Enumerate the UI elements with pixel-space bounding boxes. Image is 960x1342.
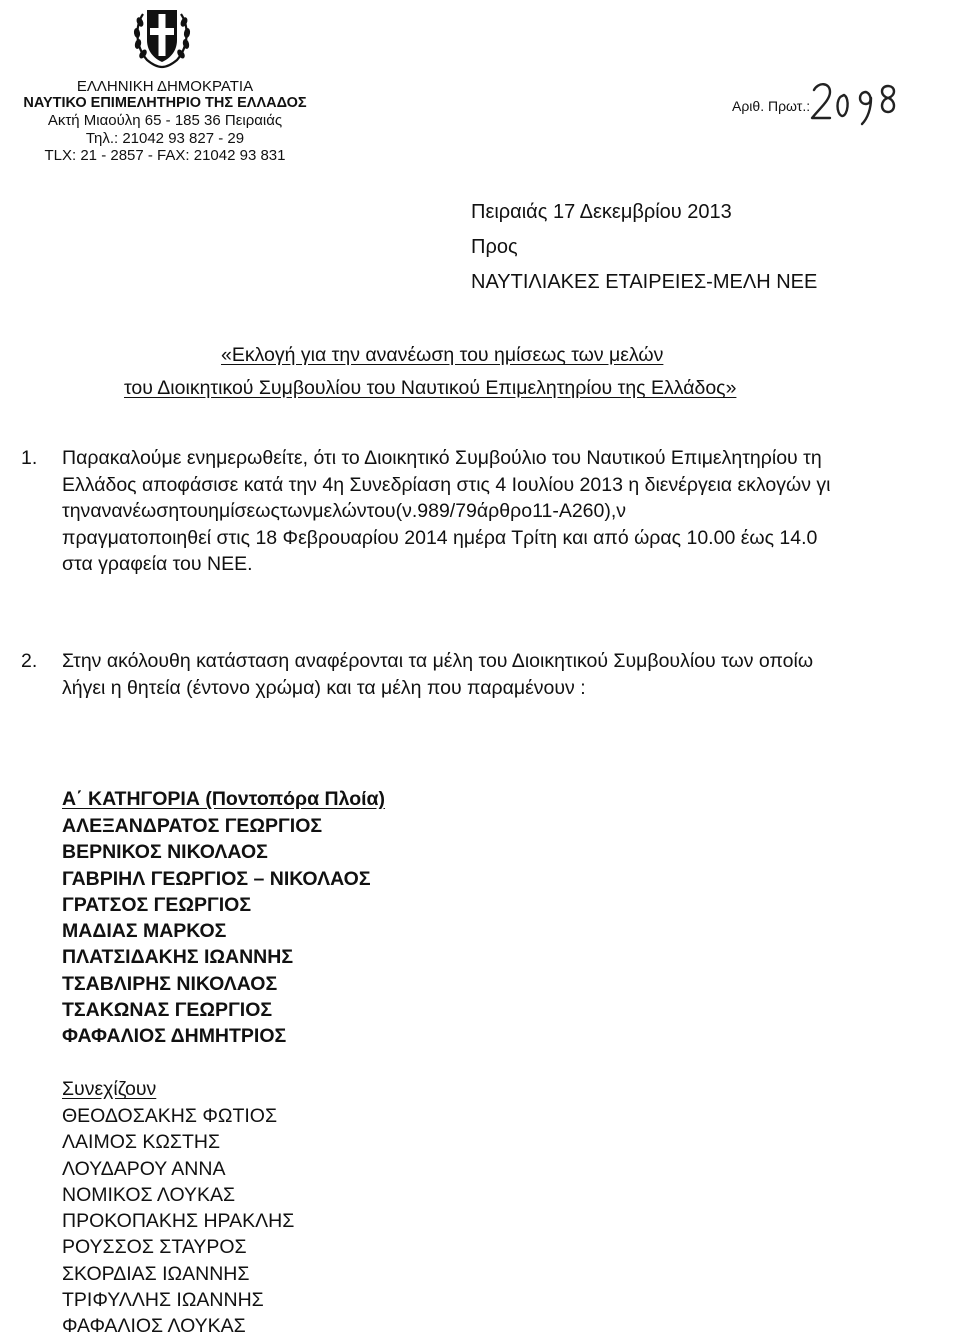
paragraph-1-line-3-word: ανανέωση [90,500,180,522]
protocol-label: Αριθ. Πρωτ.: [732,98,811,114]
paragraph-1-line-4: πραγματοποιηθεί στις 18 Φεβρουαρίου 2014 ημέρα Τρίτη και από ώρας 10.00 έως 14.0 [62,526,818,549]
expiring-member-name: ΤΣΑΚΩΝΑΣ ΓΕΩΡΓΙΟΣ [62,999,273,1022]
header-phone: Τηλ.: 21042 93 827 - 29 [85,130,245,147]
continuing-member-name: ΡΟΥΣΣΟΣ ΣΤΑΥΡΟΣ [62,1236,247,1259]
expiring-member-name: ΓΑΒΡΙΗΛ ΓΕΩΡΓΙΟΣ – ΝΙΚΟΛΑΟΣ [62,867,371,890]
paragraph-2-line-1: Στην ακόλουθη κατάσταση αναφέρονται τα μέλη του Διοικητικού Συμβουλίου των οποίω [62,650,814,672]
paragraph-1-line-3-word: Α260), [558,500,617,522]
paragraph-2-line-2: λήγει η θητεία (έντονο χρώμα) και τα μέλη που παραμένουν : [62,676,586,699]
paragraph-1-line-3 [62,498,954,525]
expiring-member-name: ΑΛΕΞΑΝΔΡΑΤΟΣ ΓΕΩΡΓΙΟΣ [62,815,323,837]
continuing-members-list [62,1103,294,1340]
paragraph-1-line-3-word: ν [616,500,627,522]
continuing-member-name: ΛΑΙΜΟΣ ΚΩΣΤΗΣ [62,1131,221,1154]
subject-line-2: του Διοικητικού Συμβουλίου του Ναυτικού Επιμελητηρίου της Ελλάδος» [124,377,737,399]
header-organization: ΝΑΥΤΙΚΟ ΕΠΙΜΕΛΗΤΗΡΙΟ ΤΗΣ ΕΛΛΑΔΟΣ [23,95,307,111]
continuing-member-name: ΝΟΜΙΚΟΣ ΛΟΥΚΑΣ [62,1183,236,1206]
paragraph-1-line-3-word: 989/79 [417,500,477,522]
paragraph-1 [21,445,960,578]
paragraph-1-line-3-word: (ν. [395,500,418,522]
continuing-member-name: ΛΟΥΔΑΡΟΥ ΑΝΝΑ [62,1157,226,1180]
paragraph-1-line-3-word: του [366,500,396,522]
category-a-title: Α΄ ΚΑΤΗΓΟΡΙΑ (Ποντοπόρα Πλοία) [62,788,386,810]
date-line: Πειραιάς 17 Δεκεμβρίου 2013 [471,201,732,223]
paragraph-1-line-5: στα γραφεία του ΝΕΕ. [62,553,253,575]
expiring-member-name: ΒΕΡΝΙΚΟΣ ΝΙΚΟΛΑΟΣ [62,841,268,864]
to-label: Προς [471,236,518,258]
continuing-member-name: ΣΚΟΡΔΙΑΣ ΙΩΑΝΝΗΣ [62,1262,250,1285]
paragraph-1-line-3-word: - [552,500,559,522]
paragraph-1-line-3-word: του [179,500,209,522]
paragraph-1-line-3-word: ημίσεως [208,500,280,522]
header-address: Ακτή Μιαούλη 65 - 185 36 Πειραιάς [47,112,283,129]
paragraph-1-number: 1. [21,447,38,469]
paragraph-1-line-3-word: μελών [312,500,367,522]
paragraph-1-line-3-word: άρθρο [476,500,533,522]
expiring-member-name: ΜΑΔΙΑΣ ΜΑΡΚΟΣ [62,920,227,943]
paragraph-1-line-1: Παρακαλούμε ενημερωθείτε, ότι το Διοικητικό Συμβούλιο του Ναυτικού Επιμελητηρίου τη [62,447,822,469]
paragraph-1-line-2: Ελλάδος αποφάσισε κατά την 4η Συνεδρίαση στις 4 Ιουλίου 2013 η διενέργεια εκλογών γι [62,473,831,496]
continuing-member-name: ΦΑΦΑΛΙΟΣ ΛΟΥΚΑΣ [62,1315,246,1338]
expiring-member-name: ΠΛΑΤΣΙΔΑΚΗΣ ΙΩΑΝΝΗΣ [62,946,294,969]
paragraph-1-line-3-word: των [279,500,313,522]
paragraph-1-line-3-word: την [62,500,91,522]
continuing-member-name: ΠΡΟΚΟΠΑΚΗΣ ΗΡΑΚΛΗΣ [62,1210,295,1233]
continuing-label: Συνεχίζουν [62,1078,157,1100]
paragraph-2 [21,648,960,701]
expiring-member-name: ΦΑΦΑΛΙΟΣ ΔΗΜΗΤΡΙΟΣ [62,1025,287,1048]
greek-coat-of-arms-icon [131,4,193,70]
expiring-member-name: ΤΣΑΒΛΙΡΗΣ ΝΙΚΟΛΑΟΣ [62,972,278,995]
continuing-member-name: ΘΕΟΔΟΣΑΚΗΣ ΦΩΤΙΟΣ [62,1105,278,1127]
paragraph-1-line-3-word: 11 [532,500,553,522]
header-tlx-fax: TLX: 21 - 2857 - FAX: 21042 93 831 [44,147,286,164]
to-name: ΝΑΥΤΙΛΙΑΚΕΣ ΕΤΑΙΡΕΙΕΣ-ΜΕΛΗ ΝΕΕ [471,271,818,293]
header-country: ΕΛΛΗΝΙΚΗ ΔΗΜΟΚΡΑΤΙΑ [76,78,254,95]
continuing-member-name: ΤΡΙΦΥΛΛΗΣ ΙΩΑΝΝΗΣ [62,1289,264,1312]
paragraph-2-number: 2. [21,650,38,672]
expiring-members-list [62,813,371,1050]
expiring-member-name: ΓΡΑΤΣΟΣ ΓΕΩΡΓΙΟΣ [62,893,252,916]
handwritten-protocol-number [808,78,908,128]
subject-line-1: «Εκλογή για την ανανέωση του ημίσεως των μελών [221,344,664,366]
